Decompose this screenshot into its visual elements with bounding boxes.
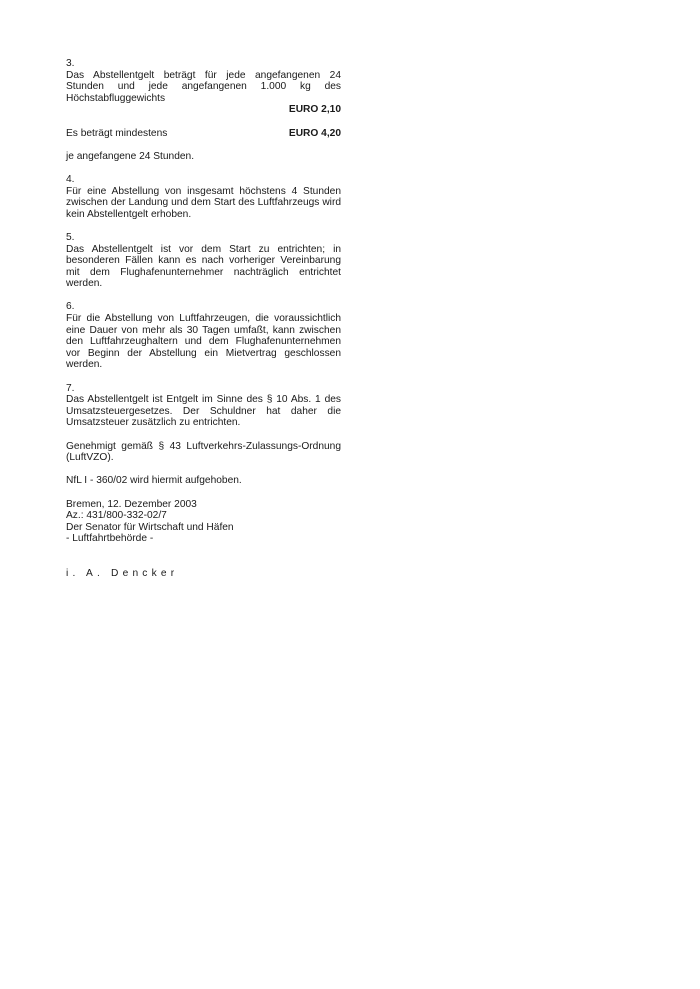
- section-number: 6.: [66, 301, 75, 313]
- document-body: [66, 58, 341, 580]
- signature: i. A. Dencker: [66, 567, 179, 579]
- section-number: 4.: [66, 173, 75, 185]
- approval-note: Genehmigt gemäß § 43 Luftverkehrs-Zulassungs-Ordnung (LuftVZO).: [66, 440, 341, 464]
- repeal-note: NfL I - 360/02 wird hiermit aufgehoben.: [66, 475, 242, 487]
- section-number: 5.: [66, 231, 75, 243]
- section-3: [66, 58, 341, 116]
- section-text: Für die Abstellung von Luftfahrzeugen, die voraussichtlich eine Dauer von mehr als 30 Tagen umfaßt, kann zwischen den Luftfahrzeughaltern und dem Flughafenunternehmen vor Beginn der Abstellung ein Mietvertrag geschlossen werden.: [66, 313, 341, 371]
- minimum-row: [66, 128, 341, 140]
- section-6: [66, 301, 341, 371]
- reference-number: Az.: 431/800-332-02/7: [66, 510, 167, 522]
- section-5: [66, 232, 341, 290]
- section-text: Das Abstellentgelt ist vor dem Start zu entrichten; in besonderen Fällen kann es nach vorheriger Vereinbarung mit dem Flughafenunternehmer nachträglich entrichtet werden.: [66, 243, 341, 290]
- section-text: Das Abstellentgelt beträgt für jede angefangenen 24 Stunden und jede angefangenen 1.000 kg des Höchstabfluggewichts: [66, 69, 341, 104]
- minimum-suffix: je angefangene 24 Stunden.: [66, 150, 195, 162]
- minimum-amount: EURO 4,20: [288, 127, 341, 139]
- fee-amount: EURO 2,10: [288, 104, 341, 116]
- section-4: [66, 174, 341, 220]
- section-number: 7.: [66, 382, 75, 394]
- section-text: Für eine Abstellung von insgesamt höchstens 4 Stunden zwischen der Landung und dem Start des Luftfahrzeugs wird kein Abstellentgelt erhoben.: [66, 185, 341, 220]
- department-name: - Luftfahrtbehörde -: [66, 533, 154, 545]
- authority-name: Der Senator für Wirtschaft und Häfen: [66, 521, 234, 533]
- place-date: Bremen, 12. Dezember 2003: [66, 498, 197, 510]
- minimum-label: Es beträgt mindestens: [66, 127, 168, 139]
- section-number: 3.: [66, 58, 75, 69]
- section-text: Das Abstellentgelt ist Entgelt im Sinne des § 10 Abs. 1 des Umsatzsteuergesetzes. Der Schuldner hat daher die Umsatzsteuer zusätzlich zu entrichten.: [66, 394, 341, 429]
- closing-block: [66, 499, 341, 545]
- section-7: [66, 383, 341, 429]
